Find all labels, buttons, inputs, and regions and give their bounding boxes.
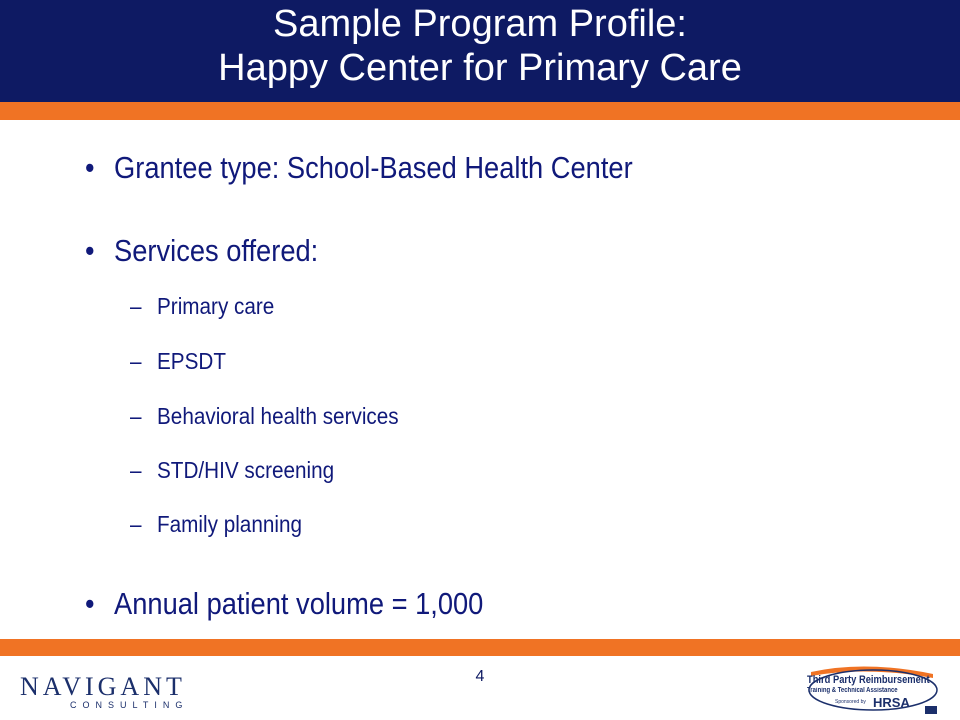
sub-item-family-planning <box>130 511 302 538</box>
bullet-marker: • <box>85 586 95 621</box>
sub-item-text: Family planning <box>157 511 302 537</box>
tpr-logo-subtitle: Training & Technical Assistance <box>807 687 898 694</box>
bullet-text: Grantee type: School-Based Health Center <box>114 150 633 185</box>
tpr-logo-title: Third Party Reimbursement <box>807 674 930 686</box>
tpr-logo-sponsor: Sponsored by <box>835 699 866 705</box>
sub-item-text: EPSDT <box>157 348 227 374</box>
bullet-services-offered <box>85 233 318 269</box>
sub-item-primary-care <box>130 293 274 320</box>
sub-item-text: STD/HIV screening <box>157 457 335 483</box>
navigant-wordmark: NAVIGANT <box>20 672 186 701</box>
sub-item-std-hiv-screening <box>130 457 334 484</box>
bullet-marker: • <box>85 150 95 185</box>
bullet-marker: • <box>85 233 95 268</box>
consulting-wordmark: CONSULTING <box>70 700 189 710</box>
slide-title-line-2: Happy Center for Primary Care <box>218 47 742 89</box>
sub-item-marker: – <box>130 293 142 319</box>
sub-item-marker: – <box>130 511 142 537</box>
sub-item-text: Primary care <box>157 293 275 319</box>
hrsa-wordmark: HRSA <box>873 695 910 710</box>
footer-accent-stripe <box>0 639 960 656</box>
sub-item-marker: – <box>130 403 142 429</box>
bullet-annual-patient-volume <box>85 586 483 622</box>
sub-item-epsdt <box>130 348 226 375</box>
sub-item-marker: – <box>130 457 142 483</box>
sub-item-marker: – <box>130 348 142 374</box>
slide-title-line-1: Sample Program Profile: <box>273 3 687 45</box>
navigant-consulting-logo <box>20 672 189 712</box>
sub-item-text: Behavioral health services <box>157 403 399 429</box>
bullet-text: Annual patient volume = 1,000 <box>114 586 484 621</box>
third-party-reimbursement-logo <box>805 662 940 716</box>
sub-item-behavioral-health <box>130 403 399 430</box>
bullet-grantee-type <box>85 150 633 186</box>
page-number: 4 <box>475 668 485 685</box>
bullet-text: Services offered: <box>114 233 319 268</box>
